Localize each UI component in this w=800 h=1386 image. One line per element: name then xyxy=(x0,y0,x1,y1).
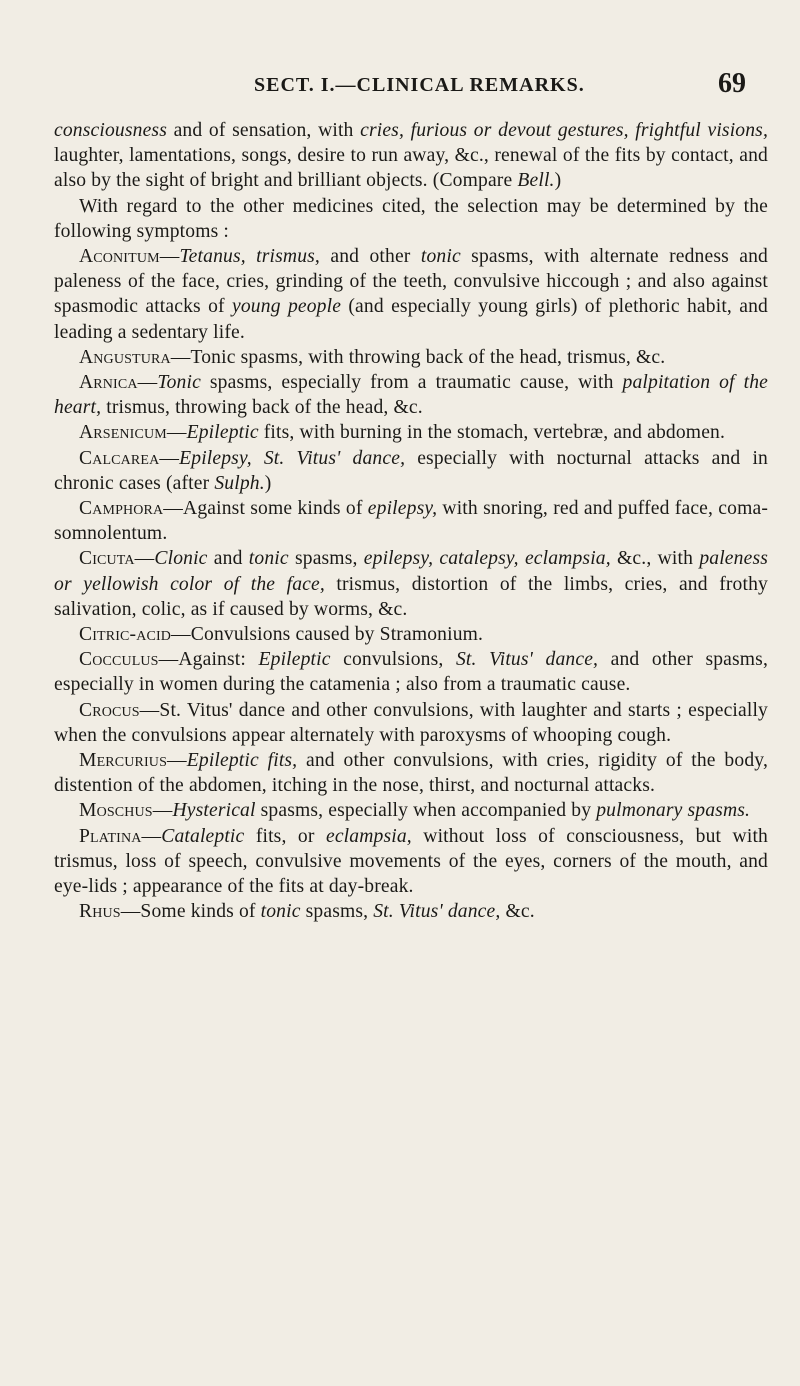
paragraph-intro: With regard to the other medicines cited, the selection may be determined by the following symptoms : xyxy=(54,195,768,242)
entry-platina: Platina—Cataleptic fits, or eclampsia, without loss of consciousness, but with trismus, loss of speech, convulsive movements of the eyes, corners of the mouth, and eye-lids ; appearance of the fits at day-break. xyxy=(54,825,768,898)
remedy-name: Mercurius xyxy=(79,750,168,772)
remedy-name: Camphora xyxy=(79,498,164,520)
paragraph-continuation: consciousness and of sensation, with cries, furious or devout gestures, frightful visions, laughter, lamentations, songs, desire to run away, &c., renewal of the fits by contact, and also by the sight of bright and brilliant objects. (Compare Bell.) xyxy=(54,120,769,192)
remedy-name: Calcarea xyxy=(79,447,160,469)
page-number: 69 xyxy=(718,68,746,99)
remedy-name: Citric-acid xyxy=(79,624,172,646)
entry-angustura: Angustura—Tonic spasms, with throwing back of the head, trismus, &c. xyxy=(79,346,666,368)
entry-arnica: Arnica—Tonic spasms, especially from a traumatic cause, with palpitation of the heart, trismus, throwing back of the head, &c. xyxy=(54,372,768,419)
remedy-name: Cicuta xyxy=(79,548,135,570)
entry-rhus: Rhus—Some kinds of tonic spasms, St. Vitus' dance, &c. xyxy=(79,901,535,923)
entry-citric-acid: Citric-acid—Convulsions caused by Stramonium. xyxy=(79,624,484,646)
remedy-name: Aconitum xyxy=(79,246,160,268)
entry-camphora: Camphora—Against some kinds of epilepsy, with snoring, red and puffed face, coma-somnolentum. xyxy=(54,498,769,545)
entry-mercurius: Mercurius—Epileptic fits, and other convulsions, with cries, rigidity of the body, distention of the abdomen, itching in the nose, thirst, and nocturnal attacks. xyxy=(54,750,768,797)
remedy-name: Arsenicum xyxy=(79,422,167,444)
entry-moschus: Moschus—Hysterical spasms, especially when accompanied by pulmonary spasms. xyxy=(79,800,751,822)
remedy-name: Angustura xyxy=(79,346,171,368)
entry-cicuta: Cicuta—Clonic and tonic spasms, epilepsy, catalepsy, eclampsia, &c., with paleness or yellowish color of the face, trismus, distortion of the limbs, cries, and frothy salivation, colic, as if caused by worms, &c. xyxy=(54,548,768,620)
remedy-name: Moschus xyxy=(79,800,153,822)
running-header: SECT. I.—CLINICAL REMARKS. xyxy=(254,74,585,96)
entry-crocus: Crocus—St. Vitus' dance and other convulsions, with laughter and starts ; especially when the convulsions appear alternately with paroxysms of whooping cough. xyxy=(54,699,768,746)
remedy-name: Arnica xyxy=(79,372,138,394)
entry-arsenicum: Arsenicum—Epileptic fits, with burning in the stomach, vertebræ, and abdomen. xyxy=(79,422,726,444)
remedy-name: Cocculus xyxy=(79,649,159,671)
page-body xyxy=(54,118,768,925)
remedy-name: Crocus xyxy=(79,699,140,721)
remedy-name: Rhus xyxy=(79,901,121,923)
remedy-name: Platina xyxy=(79,825,142,847)
entry-aconitum: Aconitum—Tetanus, trismus, and other tonic spasms, with alternate redness and paleness of the face, cries, grinding of the teeth, convulsive hiccough ; and also against spasmodic attacks of young people (and especially young girls) of plethoric habit, and leading a sedentary life. xyxy=(54,246,768,343)
entry-calcarea: Calcarea—Epilepsy, St. Vitus' dance, especially with nocturnal attacks and in chronic cases (after Sulph.) xyxy=(54,447,768,494)
entry-cocculus: Cocculus—Against: Epileptic convulsions, St. Vitus' dance, and other spasms, especially in women during the catamenia ; also from a traumatic cause. xyxy=(54,649,768,696)
